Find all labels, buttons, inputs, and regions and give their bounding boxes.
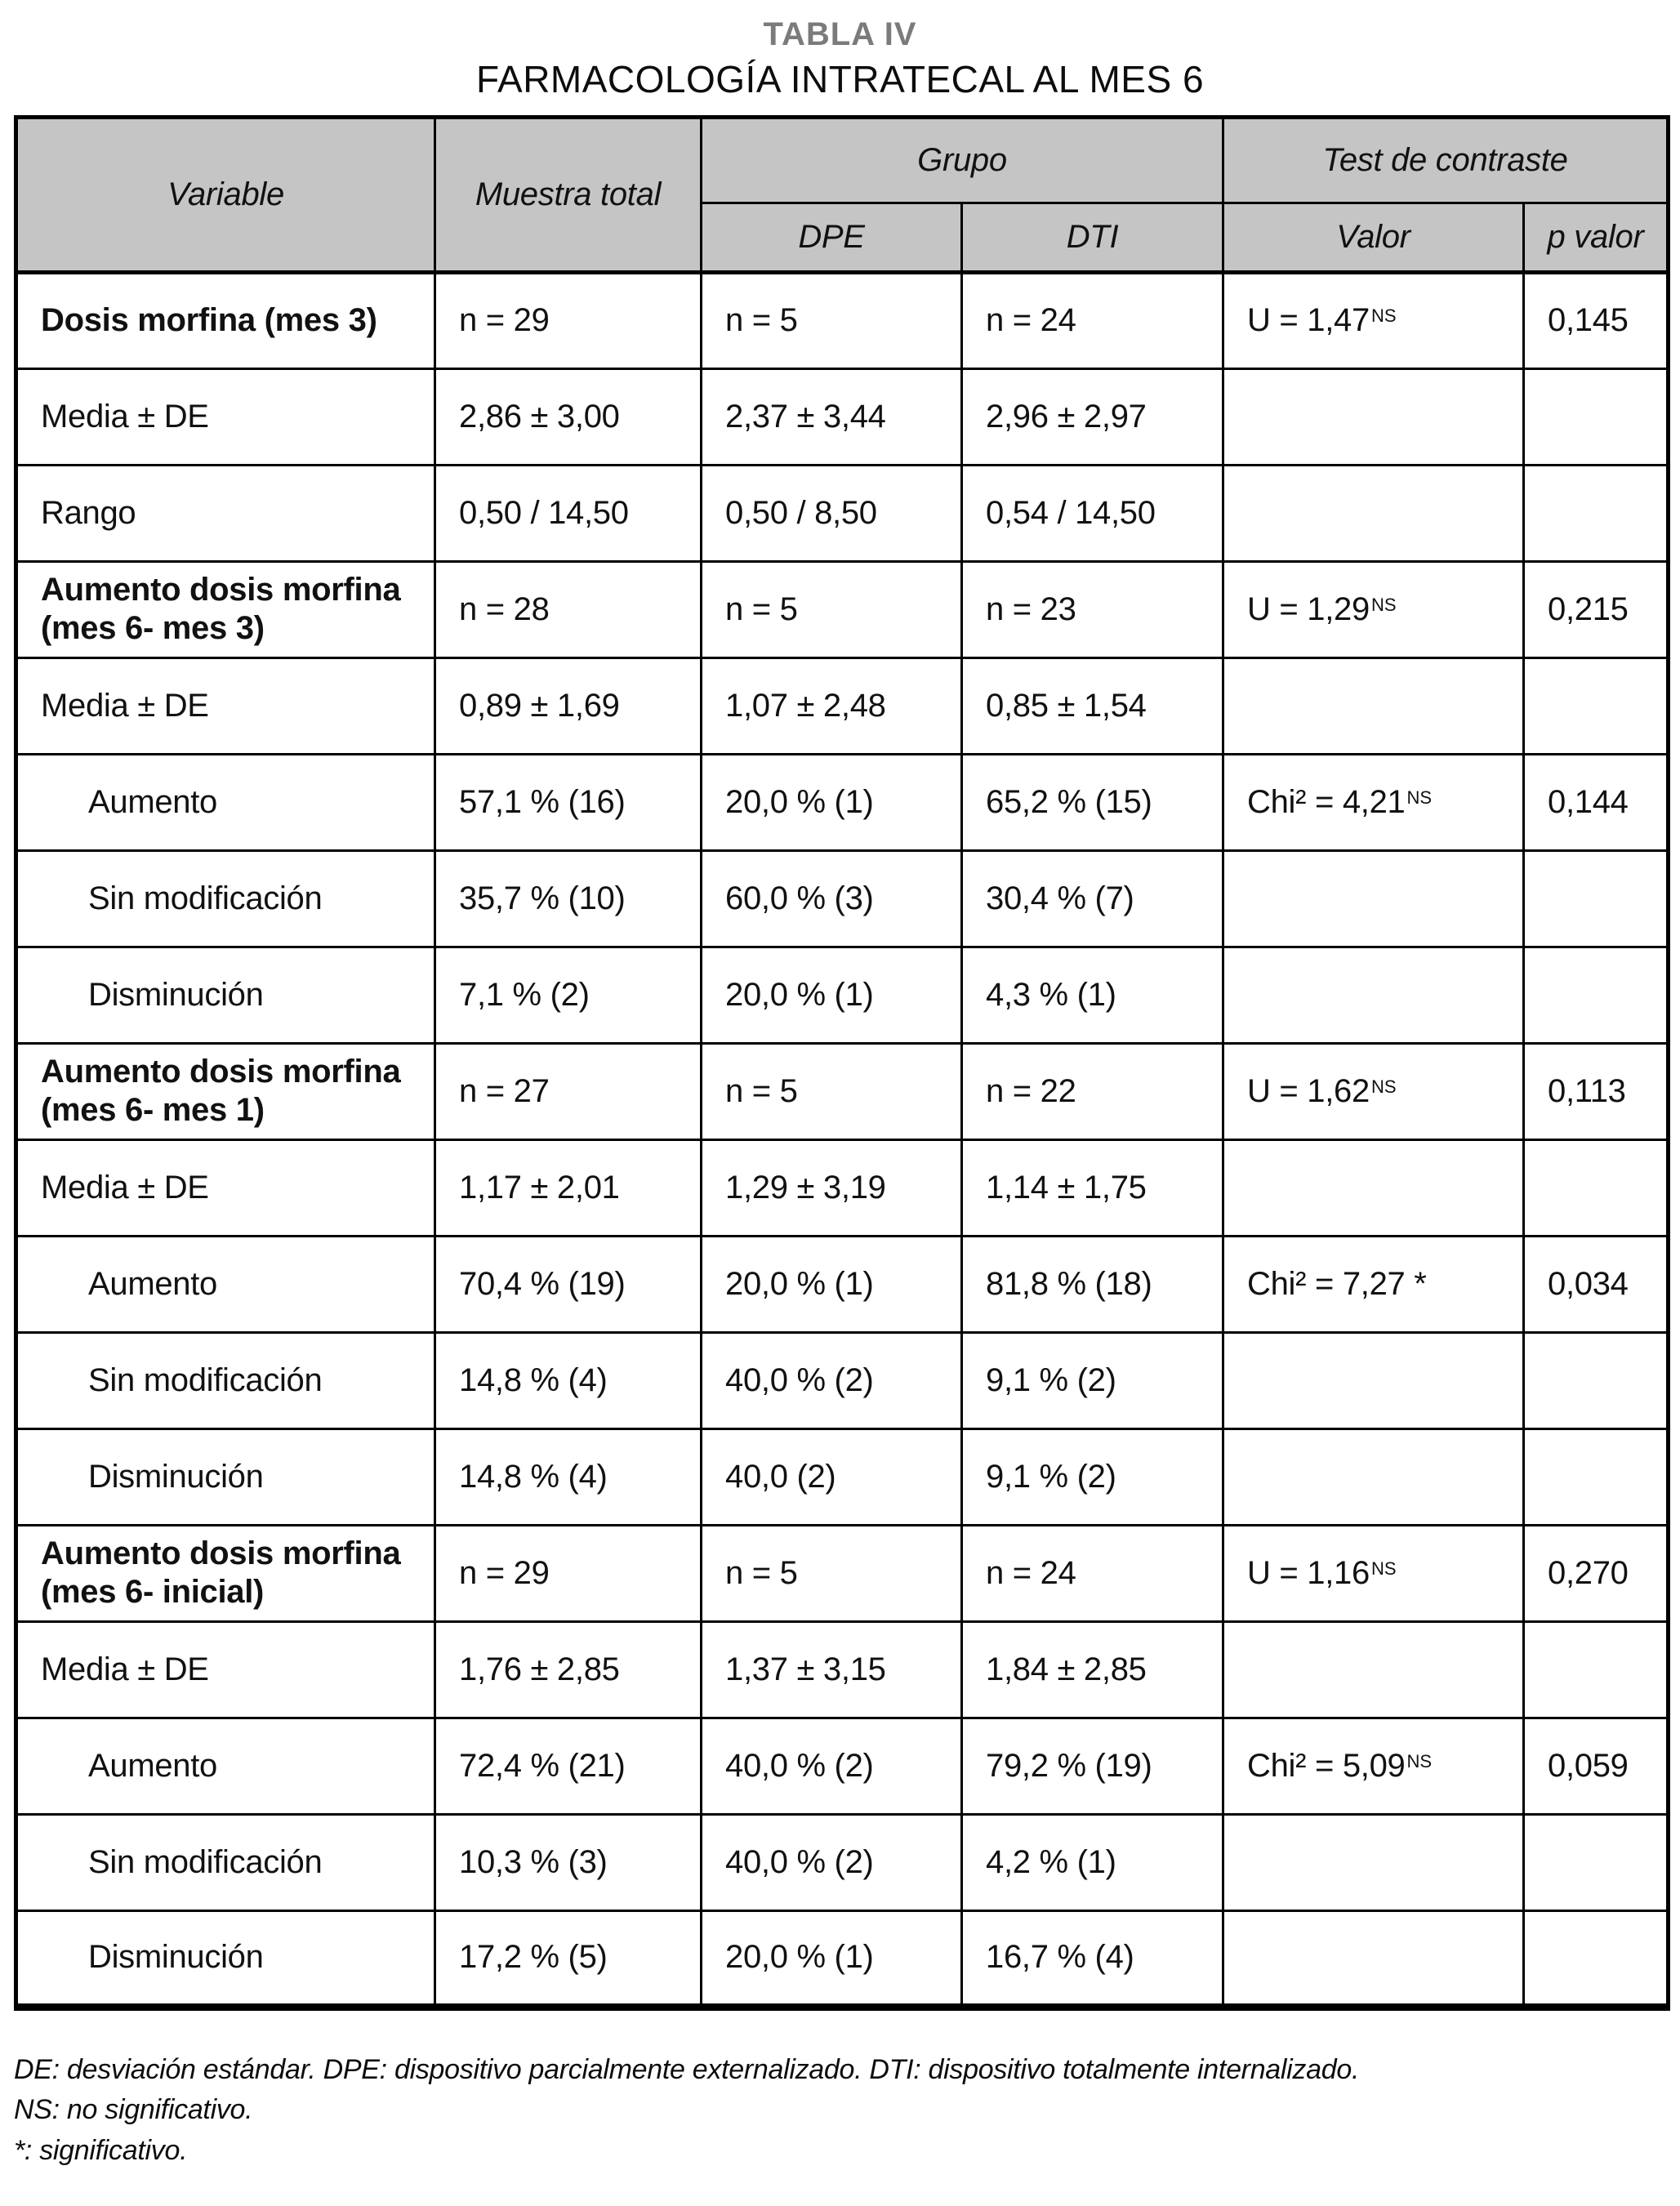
table-row — [16, 1910, 1669, 2007]
superscript: NS — [1370, 1076, 1397, 1097]
footnote-line: DE: desviación estándar. DPE: dispositivo parcialmente externalizado. DTI: dispositivo totalmente internalizado. — [14, 2053, 1360, 2085]
cell-p-valor: 0,215 — [1524, 561, 1669, 657]
cell-muestra-total: n = 27 — [435, 1043, 702, 1139]
table-row — [16, 272, 1669, 368]
table-row — [16, 1718, 1669, 1814]
cell-p-valor — [1524, 1332, 1669, 1428]
cell-p-valor — [1524, 1139, 1669, 1236]
cell-dti: 81,8 % (18) — [962, 1236, 1223, 1332]
cell-dti: n = 23 — [962, 561, 1223, 657]
cell-variable: Media ± DE — [16, 657, 435, 754]
cell-dti: 9,1 % (2) — [962, 1428, 1223, 1525]
cell-p-valor: 0,144 — [1524, 754, 1669, 850]
table-caption — [14, 16, 1666, 100]
cell-dti: 4,3 % (1) — [962, 947, 1223, 1043]
cell-p-valor: 0,034 — [1524, 1236, 1669, 1332]
cell-muestra-total: 0,89 ± 1,69 — [435, 657, 702, 754]
cell-muestra-total: 10,3 % (3) — [435, 1814, 702, 1910]
table-number-label: TABLA IV — [763, 16, 917, 52]
cell-p-valor: 0,270 — [1524, 1525, 1669, 1621]
cell-dti: 0,54 / 14,50 — [962, 465, 1223, 561]
cell-valor — [1223, 657, 1524, 754]
cell-valor: $Chi^2 = 4,21^{NS}$ — [1223, 754, 1524, 850]
cell-variable: Disminución — [16, 1428, 435, 1525]
table-body — [16, 272, 1669, 2007]
header-p-valor: p valor — [1524, 203, 1669, 272]
cell-dpe: n = 5 — [702, 1525, 962, 1621]
cell-valor — [1223, 850, 1524, 947]
superscript: NS — [1370, 594, 1397, 615]
cell-dti: 79,2 % (19) — [962, 1718, 1223, 1814]
cell-muestra-total: 70,4 % (19) — [435, 1236, 702, 1332]
superscript: NS — [1406, 1750, 1433, 1771]
cell-p-valor: 0,145 — [1524, 272, 1669, 368]
table-row — [16, 1139, 1669, 1236]
table-row — [16, 657, 1669, 754]
cell-p-valor — [1524, 850, 1669, 947]
cell-variable: Sin modificación — [16, 1814, 435, 1910]
cell-dti: 1,14 ± 1,75 — [962, 1139, 1223, 1236]
cell-muestra-total: 14,8 % (4) — [435, 1332, 702, 1428]
table-row — [16, 754, 1669, 850]
cell-p-valor: 0,113 — [1524, 1043, 1669, 1139]
table-row — [16, 850, 1669, 947]
cell-dpe: 1,29 ± 3,19 — [702, 1139, 962, 1236]
cell-dpe: 40,0 % (2) — [702, 1718, 962, 1814]
cell-muestra-total: 0,50 / 14,50 — [435, 465, 702, 561]
cell-valor — [1223, 1332, 1524, 1428]
cell-p-valor — [1524, 657, 1669, 754]
cell-muestra-total: n = 29 — [435, 1525, 702, 1621]
cell-muestra-total: 7,1 % (2) — [435, 947, 702, 1043]
cell-dpe: 20,0 % (1) — [702, 1236, 962, 1332]
table-row — [16, 1428, 1669, 1525]
table-row — [16, 368, 1669, 465]
cell-dpe: 1,07 ± 2,48 — [702, 657, 962, 754]
pharmacology-data-table — [14, 115, 1670, 2011]
table-row — [16, 1332, 1669, 1428]
cell-dpe: 40,0 % (2) — [702, 1814, 962, 1910]
cell-variable: Aumento dosis morfina (mes 6- mes 3) — [16, 561, 435, 657]
table-row — [16, 1043, 1669, 1139]
header-valor: Valor — [1223, 203, 1524, 272]
header-test-contraste: Test de contraste — [1223, 117, 1669, 203]
table-row — [16, 465, 1669, 561]
cell-valor — [1223, 368, 1524, 465]
cell-p-valor — [1524, 368, 1669, 465]
table-footnotes — [14, 2052, 1666, 2170]
cell-p-valor: 0,059 — [1524, 1718, 1669, 1814]
cell-variable: Aumento dosis morfina (mes 6- inicial) — [16, 1525, 435, 1621]
cell-valor: $U = 1,62^{NS}$ — [1223, 1043, 1524, 1139]
table-row — [16, 947, 1669, 1043]
cell-dti: n = 24 — [962, 1525, 1223, 1621]
cell-dpe: 20,0 % (1) — [702, 754, 962, 850]
cell-dti: 1,84 ± 2,85 — [962, 1621, 1223, 1718]
table-header — [16, 117, 1669, 272]
cell-variable: Sin modificación — [16, 1332, 435, 1428]
cell-variable: Aumento — [16, 1718, 435, 1814]
cell-variable: Aumento — [16, 754, 435, 850]
header-grupo: Grupo — [702, 117, 1223, 203]
cell-muestra-total: 35,7 % (10) — [435, 850, 702, 947]
cell-muestra-total: n = 28 — [435, 561, 702, 657]
header-variable: Variable — [16, 117, 435, 272]
cell-dpe: 1,37 ± 3,15 — [702, 1621, 962, 1718]
cell-dpe: 0,50 / 8,50 — [702, 465, 962, 561]
cell-muestra-total: 14,8 % (4) — [435, 1428, 702, 1525]
cell-variable: Media ± DE — [16, 1621, 435, 1718]
cell-dpe: n = 5 — [702, 1043, 962, 1139]
cell-valor — [1223, 1428, 1524, 1525]
cell-valor — [1223, 947, 1524, 1043]
cell-dpe: 2,37 ± 3,44 — [702, 368, 962, 465]
cell-valor: $Chi^2 = 5,09^{NS}$ — [1223, 1718, 1524, 1814]
cell-variable: Sin modificación — [16, 850, 435, 947]
header-row-top — [16, 117, 1669, 203]
cell-dpe: 40,0 % (2) — [702, 1332, 962, 1428]
header-muestra-total: Muestra total — [435, 117, 702, 272]
header-dti: DTI — [962, 203, 1223, 272]
cell-dti: 65,2 % (15) — [962, 754, 1223, 850]
cell-variable: Media ± DE — [16, 1139, 435, 1236]
table-row — [16, 1525, 1669, 1621]
cell-muestra-total: 1,17 ± 2,01 — [435, 1139, 702, 1236]
cell-p-valor — [1524, 465, 1669, 561]
cell-valor: $U = 1,29^{NS}$ — [1223, 561, 1524, 657]
cell-p-valor — [1524, 1814, 1669, 1910]
cell-dti: n = 24 — [962, 272, 1223, 368]
cell-dti: 30,4 % (7) — [962, 850, 1223, 947]
footnote-line: *: significativo. — [14, 2135, 188, 2167]
table-row — [16, 1814, 1669, 1910]
cell-dti: n = 22 — [962, 1043, 1223, 1139]
cell-p-valor — [1524, 947, 1669, 1043]
cell-valor — [1223, 1910, 1524, 2007]
cell-dpe: 60,0 % (3) — [702, 850, 962, 947]
cell-variable: Dosis morfina (mes 3) — [16, 272, 435, 368]
cell-dpe: 20,0 % (1) — [702, 947, 962, 1043]
cell-valor: $U = 1,16^{NS}$ — [1223, 1525, 1524, 1621]
superscript: NS — [1406, 787, 1433, 808]
cell-dpe: n = 5 — [702, 272, 962, 368]
cell-valor: $U = 1,47^{NS}$ — [1223, 272, 1524, 368]
cell-muestra-total: n = 29 — [435, 272, 702, 368]
cell-valor: Chi² = 7,27 * — [1223, 1236, 1524, 1332]
table-row — [16, 1236, 1669, 1332]
cell-variable: Disminución — [16, 947, 435, 1043]
superscript: NS — [1370, 1558, 1397, 1579]
cell-valor — [1223, 1814, 1524, 1910]
cell-dti: 2,96 ± 2,97 — [962, 368, 1223, 465]
cell-muestra-total: 57,1 % (16) — [435, 754, 702, 850]
cell-valor — [1223, 1139, 1524, 1236]
cell-dti: 9,1 % (2) — [962, 1332, 1223, 1428]
cell-variable: Aumento — [16, 1236, 435, 1332]
cell-p-valor — [1524, 1428, 1669, 1525]
table-title: FARMACOLOGÍA INTRATECAL AL MES 6 — [475, 58, 1205, 100]
cell-valor — [1223, 465, 1524, 561]
cell-variable: Rango — [16, 465, 435, 561]
cell-variable: Aumento dosis morfina (mes 6- mes 1) — [16, 1043, 435, 1139]
footnote-line: NS: no significativo. — [14, 2094, 253, 2126]
cell-muestra-total: 2,86 ± 3,00 — [435, 368, 702, 465]
cell-valor — [1223, 1621, 1524, 1718]
cell-muestra-total: 1,76 ± 2,85 — [435, 1621, 702, 1718]
table-row — [16, 561, 1669, 657]
header-dpe: DPE — [702, 203, 962, 272]
cell-dti: 16,7 % (4) — [962, 1910, 1223, 2007]
cell-p-valor — [1524, 1910, 1669, 2007]
cell-muestra-total: 72,4 % (21) — [435, 1718, 702, 1814]
cell-dpe: n = 5 — [702, 561, 962, 657]
cell-dti: 4,2 % (1) — [962, 1814, 1223, 1910]
cell-variable: Disminución — [16, 1910, 435, 2007]
cell-dpe: 20,0 % (1) — [702, 1910, 962, 2007]
cell-variable: Media ± DE — [16, 368, 435, 465]
cell-dpe: 40,0 (2) — [702, 1428, 962, 1525]
cell-dti: 0,85 ± 1,54 — [962, 657, 1223, 754]
cell-p-valor — [1524, 1621, 1669, 1718]
cell-muestra-total: 17,2 % (5) — [435, 1910, 702, 2007]
table-row — [16, 1621, 1669, 1718]
superscript: NS — [1370, 305, 1397, 327]
